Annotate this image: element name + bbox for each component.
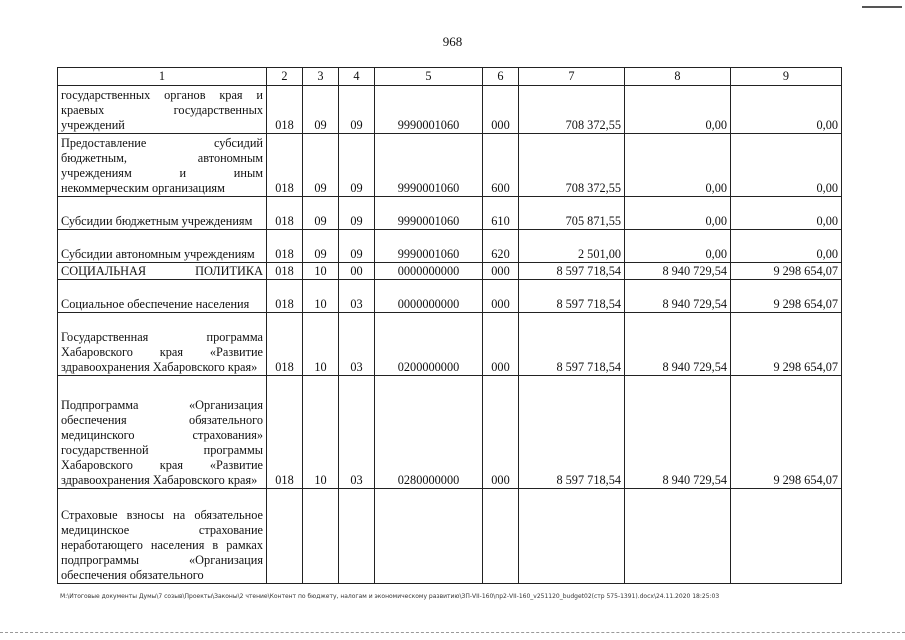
header-col-4: 4 [339, 68, 375, 86]
target-article-code: 0280000000 [375, 376, 483, 489]
target-article-code: 0000000000 [375, 280, 483, 313]
amount-col-7: 8 597 718,54 [519, 280, 625, 313]
ministry-code: 018 [267, 230, 303, 263]
ministry-code: 018 [267, 280, 303, 313]
header-col-5: 5 [375, 68, 483, 86]
amount-col-9: 9 298 654,07 [731, 313, 842, 376]
amount-col-9: 0,00 [731, 86, 842, 134]
expense-type-code: 000 [483, 263, 519, 280]
amount-col-7 [519, 489, 625, 584]
ministry-code: 018 [267, 134, 303, 197]
amount-col-8 [625, 489, 731, 584]
amount-col-8: 8 940 729,54 [625, 313, 731, 376]
expense-type-code: 000 [483, 376, 519, 489]
expense-type-code: 620 [483, 230, 519, 263]
subsection-code: 03 [339, 313, 375, 376]
page-number: 968 [442, 34, 463, 49]
row-description: Страховые взносы на обязательное медицинское страхование неработающего населения в рамках подпрограммы «Организация обеспечения обязательного [58, 489, 267, 584]
amount-col-8: 8 940 729,54 [625, 376, 731, 489]
row-description: государственных органов края и краевых государственных учреждений [58, 86, 267, 134]
amount-col-9: 9 298 654,07 [731, 376, 842, 489]
amount-col-8: 8 940 729,54 [625, 263, 731, 280]
amount-col-7: 708 372,55 [519, 86, 625, 134]
amount-col-9: 0,00 [731, 197, 842, 230]
scan-bottom-edge [0, 632, 905, 633]
table-row [58, 134, 842, 197]
scan-corner-mark [862, 6, 902, 8]
section-code [303, 489, 339, 584]
ministry-code: 018 [267, 86, 303, 134]
budget-table [57, 67, 842, 584]
row-description: Государственная программа Хабаровского края «Развитие здравоохранения Хабаровского края» [58, 313, 267, 376]
target-article-code: 0000000000 [375, 263, 483, 280]
amount-col-7: 708 372,55 [519, 134, 625, 197]
section-code: 09 [303, 134, 339, 197]
row-description: Субсидии бюджетным учреждениям [58, 197, 267, 230]
header-col-3: 3 [303, 68, 339, 86]
table-row [58, 86, 842, 134]
expense-type-code: 600 [483, 134, 519, 197]
section-code: 09 [303, 197, 339, 230]
expense-type-code: 000 [483, 313, 519, 376]
subsection-code: 00 [339, 263, 375, 280]
subsection-code: 09 [339, 197, 375, 230]
table-row [58, 280, 842, 313]
document-file-path: М:\Итоговые документы Думы\7 созыв\Проекты\Законы\2 чтение\Контент по бюджету, налогам и экономическому развитию\ЗП-VII-160\пр2-VII-160_v251120_budget02(стр 575-1391).docx\24.11.2020 18:25:03 [60, 593, 720, 600]
target-article-code: 9990001060 [375, 86, 483, 134]
section-code: 10 [303, 376, 339, 489]
expense-type-code: 000 [483, 86, 519, 134]
ministry-code: 018 [267, 313, 303, 376]
subsection-code: 09 [339, 230, 375, 263]
header-col-8: 8 [625, 68, 731, 86]
target-article-code [375, 489, 483, 584]
subsection-code [339, 489, 375, 584]
header-col-7: 7 [519, 68, 625, 86]
amount-col-8: 0,00 [625, 230, 731, 263]
section-code: 10 [303, 280, 339, 313]
subsection-code: 09 [339, 86, 375, 134]
amount-col-8: 0,00 [625, 197, 731, 230]
amount-col-9: 9 298 654,07 [731, 280, 842, 313]
table-row [58, 376, 842, 489]
amount-col-8: 0,00 [625, 134, 731, 197]
table-row [58, 489, 842, 584]
ministry-code: 018 [267, 263, 303, 280]
expense-type-code: 000 [483, 280, 519, 313]
header-col-9: 9 [731, 68, 842, 86]
table-row [58, 197, 842, 230]
section-code: 09 [303, 230, 339, 263]
header-col-1: 1 [58, 68, 267, 86]
amount-col-8: 0,00 [625, 86, 731, 134]
table-row [58, 313, 842, 376]
section-code: 09 [303, 86, 339, 134]
subsection-code: 03 [339, 376, 375, 489]
row-description: Социальное обеспечение населения [58, 280, 267, 313]
ministry-code: 018 [267, 376, 303, 489]
header-col-6: 6 [483, 68, 519, 86]
amount-col-9: 0,00 [731, 134, 842, 197]
amount-col-8: 8 940 729,54 [625, 280, 731, 313]
target-article-code: 9990001060 [375, 230, 483, 263]
row-description: Субсидии автономным учреждениям [58, 230, 267, 263]
subsection-code: 09 [339, 134, 375, 197]
ministry-code: 018 [267, 197, 303, 230]
amount-col-9: 0,00 [731, 230, 842, 263]
table-row [58, 263, 842, 280]
target-article-code: 0200000000 [375, 313, 483, 376]
section-code: 10 [303, 263, 339, 280]
ministry-code [267, 489, 303, 584]
section-code: 10 [303, 313, 339, 376]
expense-type-code [483, 489, 519, 584]
amount-col-7: 2 501,00 [519, 230, 625, 263]
expense-type-code: 610 [483, 197, 519, 230]
row-description: Подпрограмма «Организация обеспечения обязательного медицинского страхования» государственной программы Хабаровского края «Развитие здравоохранения Хабаровского края» [58, 376, 267, 489]
amount-col-7: 8 597 718,54 [519, 313, 625, 376]
table-row [58, 230, 842, 263]
header-col-2: 2 [267, 68, 303, 86]
amount-col-7: 705 871,55 [519, 197, 625, 230]
header-row [58, 68, 842, 86]
amount-col-9: 9 298 654,07 [731, 263, 842, 280]
target-article-code: 9990001060 [375, 197, 483, 230]
subsection-code: 03 [339, 280, 375, 313]
target-article-code: 9990001060 [375, 134, 483, 197]
amount-col-9 [731, 489, 842, 584]
amount-col-7: 8 597 718,54 [519, 263, 625, 280]
row-description: СОЦИАЛЬНАЯ ПОЛИТИКА [58, 263, 267, 280]
amount-col-7: 8 597 718,54 [519, 376, 625, 489]
row-description: Предоставление субсидий бюджетным, автономным учреждениям и иным некоммерческим организациям [58, 134, 267, 197]
